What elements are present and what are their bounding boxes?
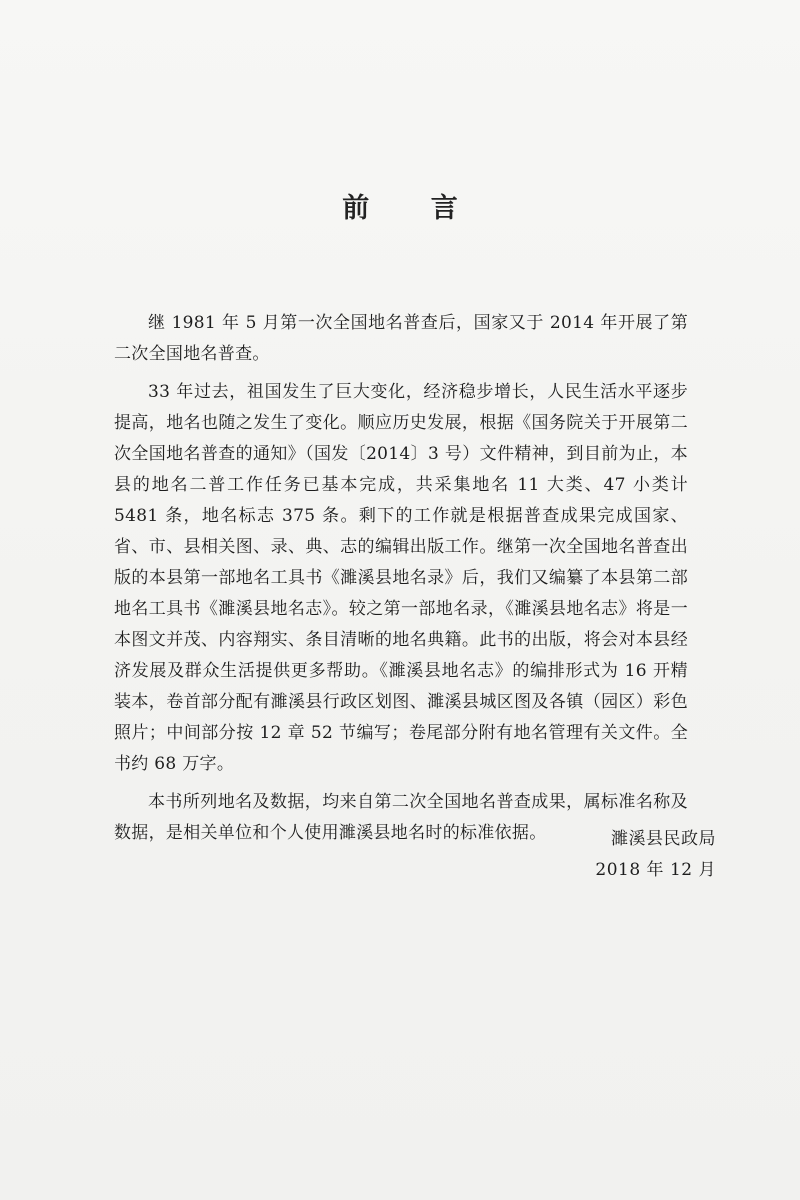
preface-body xyxy=(114,308,688,856)
page-title: 前 言 xyxy=(342,193,484,224)
paragraph-3: 本书所列地名及数据，均来自第二次全国地名普查成果，属标准名称及数据，是相关单位和个人使用濉溪县地名时的标准依据。 xyxy=(114,792,688,843)
paragraph-1: 继 1981 年 5 月第一次全国地名普查后，国家又于 2014 年开展了第二次全国地名普查。 xyxy=(114,313,688,364)
paragraph-2: 33 年过去，祖国发生了巨大变化，经济稳步增长，人民生活水平逐步提高，地名也随之发生了变化。顺应历史发展，根据《国务院关于开展第二次全国地名普查的通知》（国发〔2014〕3 号）文件精神，到目前为止，本县的地名二普工作任务已基本完成，共采集地名 11 大类、47 小类计 5481 条，地名标志 375 条。剩下的工作就是根据普查成果完成国家、省、市、县相关图、录、典、志的编辑出版工作。继第一次全国地名普查出版的本县第一部地名工具书《濉溪县地名录》后，我们又编纂了本县第二部地名工具书《濉溪县地名志》。较之第一部地名录，《濉溪县地名志》将是一本图文并茂、内容翔实、条目清晰的地名典籍。此书的出版，将会对本县经济发展及群众生活提供更多帮助。《濉溪县地名志》的编排形式为 16 开精装本，卷首部分配有濉溪县行政区划图、濉溪县城区图及各镇（园区）彩色照片；中间部分按 12 章 52 节编写；卷尾部分附有地名管理有关文件。全书约 68 万字。 xyxy=(114,382,688,774)
signature-organization: 濉溪县民政局 xyxy=(611,829,716,849)
signature-date: 2018 年 12 月 xyxy=(595,860,716,880)
